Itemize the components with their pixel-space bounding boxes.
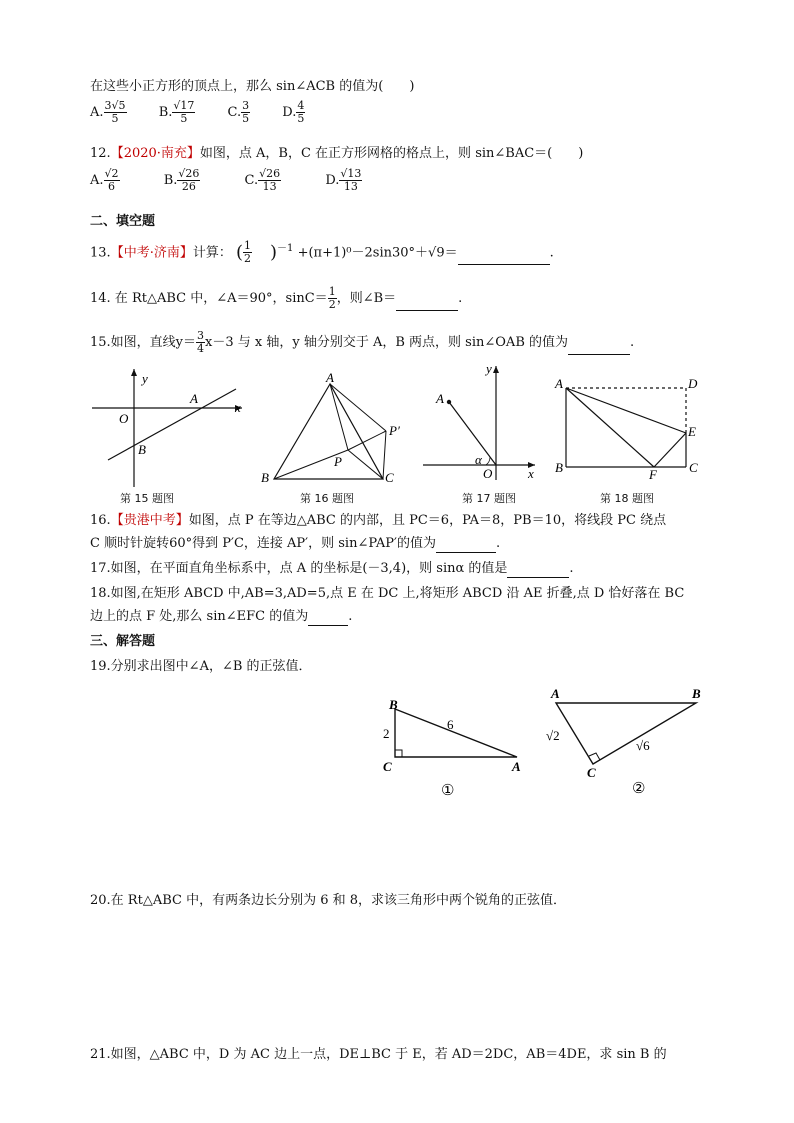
q16-stem-line2: C 顺时针旋转60°得到 P′C，连接 AP′，则 sin∠PAP′的值为 . [90,536,501,551]
q17-answer-blank[interactable] [507,563,569,578]
svg-text:A: A [555,376,563,391]
svg-text:C: C [383,759,392,774]
svg-text:②: ② [632,781,646,797]
svg-text:P: P [334,454,342,469]
svg-text:y: y [142,371,148,386]
figure-16 [258,370,418,490]
svg-text:E: E [688,424,696,439]
q18-stem-line1: 18.如图,在矩形 ABCD 中,AB=3,AD=5,点 E 在 DC 上,将矩形 ABCD 沿 AE 折叠,点 D 恰好落在 BC [90,586,685,601]
svg-text:A: A [551,686,560,701]
figure-19-2 [540,685,710,800]
q12-option-b[interactable]: B. $\frac{√26}{26}$ [163,167,200,193]
q12-options [90,168,390,193]
svg-text:A: A [190,391,198,406]
q18-answer-blank[interactable] [308,611,348,626]
q11-option-b[interactable]: B. $\frac{√17}{5}$ [158,99,195,125]
svg-text:2: 2 [383,726,390,741]
svg-text:x: x [235,400,241,415]
svg-text:y: y [486,361,492,376]
q11-option-c[interactable]: C. $\frac{3}{5}$ [227,99,250,125]
svg-text:C: C [587,765,596,780]
caption-figure-15: 第 15 题图 [120,492,174,505]
svg-text:A: A [326,370,334,385]
q16-answer-blank[interactable] [436,538,496,553]
q12-stem: 12.【2020·南充】如图，点 A，B，C 在正方形网格的格点上，则 sin∠BAC＝( ) [90,146,584,161]
q11-option-a[interactable]: A. $\frac{3√5}{5}$ [90,99,126,125]
caption-figure-17: 第 17 题图 [462,492,516,505]
svg-text:B: B [138,442,146,457]
figure-18 [552,375,702,490]
q12-option-c[interactable]: C. $\frac{√26}{13}$ [244,167,281,193]
q12-option-d[interactable]: D. $\frac{√13}{13}$ [325,167,362,193]
svg-text:A: A [436,391,444,406]
q18-stem-line2: 边上的点 F 处,那么 sin∠EFC 的值为 . [90,609,353,624]
q15-stem: 15.如图，直线y＝ $\frac{3}{4}$ x－3 与 x 轴，y 轴分别交于 A，B 两点，则 sin∠OAB 的值为 . [90,329,635,355]
figure-19-1 [375,695,535,805]
svg-text:A: A [512,759,521,774]
caption-figure-18: 第 18 题图 [600,492,654,505]
q16-source-tag: 【贵港中考】 [110,513,189,528]
svg-text:D: D [688,376,698,391]
figure-15 [92,365,252,490]
q14-stem: 14. 在 Rt△ABC 中，∠A＝90°，sinC＝ $\frac{1}{2}$ ，则∠B＝ . [90,285,463,311]
q11-stem: 在这些小正方形的顶点上，那么 sin∠ACB 的值为( ) [90,79,415,94]
svg-text:C: C [689,460,698,475]
q20-stem: 20.在 Rt△ABC 中，有两条边长分别为 6 和 8，求该三角形中两个锐角的正弦值． [90,893,567,908]
svg-text:6: 6 [447,717,454,732]
q13-source-tag: 【中考·济南】 [110,245,193,261]
q13-answer-blank[interactable] [458,250,550,265]
svg-text:B: B [692,686,701,701]
svg-text:B: B [261,470,269,485]
figure-17 [420,360,545,485]
q15-answer-blank[interactable] [568,340,630,355]
svg-text:x: x [528,466,534,481]
q14-answer-blank[interactable] [396,296,458,311]
q11-options [90,100,333,125]
q21-stem: 21.如图，△ABC 中，D 为 AC 边上一点，DE⊥BC 于 E，若 AD＝2DC，AB＝4DE，求 sin B 的 [90,1047,667,1062]
q19-stem: 19.分别求出图中∠A，∠B 的正弦值． [90,659,312,674]
svg-text:F: F [649,467,657,482]
svg-text:①: ① [441,783,455,799]
caption-figure-16: 第 16 题图 [300,492,354,505]
q16-stem-line1: 16.【贵港中考】如图，点 P 在等边△ABC 的内部，且 PC＝6，PA＝8，PB＝10，将线段 PC 绕点 [90,513,667,528]
svg-text:O: O [483,466,493,481]
svg-text:C: C [385,470,394,485]
q12-option-a[interactable]: A. $\frac{√2}{6}$ [90,167,119,193]
svg-text:B: B [555,460,563,475]
svg-text:√6: √6 [636,738,650,753]
svg-text:√2: √2 [546,728,560,743]
section-solve-title: 三、解答题 [90,634,156,649]
q17-stem: 17.如图，在平面直角坐标系中，点 A 的坐标是(－3,4)，则 sinα 的值是 . [90,561,574,576]
svg-text:P′: P′ [389,423,400,438]
q12-source-tag: 【2020·南充】 [110,146,200,161]
svg-text:B: B [389,697,398,712]
q11-option-d[interactable]: D. $\frac{4}{5}$ [282,99,305,125]
q13-stem: 13.【中考·济南】计算： ( $\frac{1}{2}$ )$^{-1}$ +(π+1)⁰－2sin30°＋√9＝ . [90,239,554,266]
section-fill-in-title: 二、填空题 [90,214,156,229]
svg-text:O: O [119,411,129,426]
svg-text:α: α [475,452,482,467]
